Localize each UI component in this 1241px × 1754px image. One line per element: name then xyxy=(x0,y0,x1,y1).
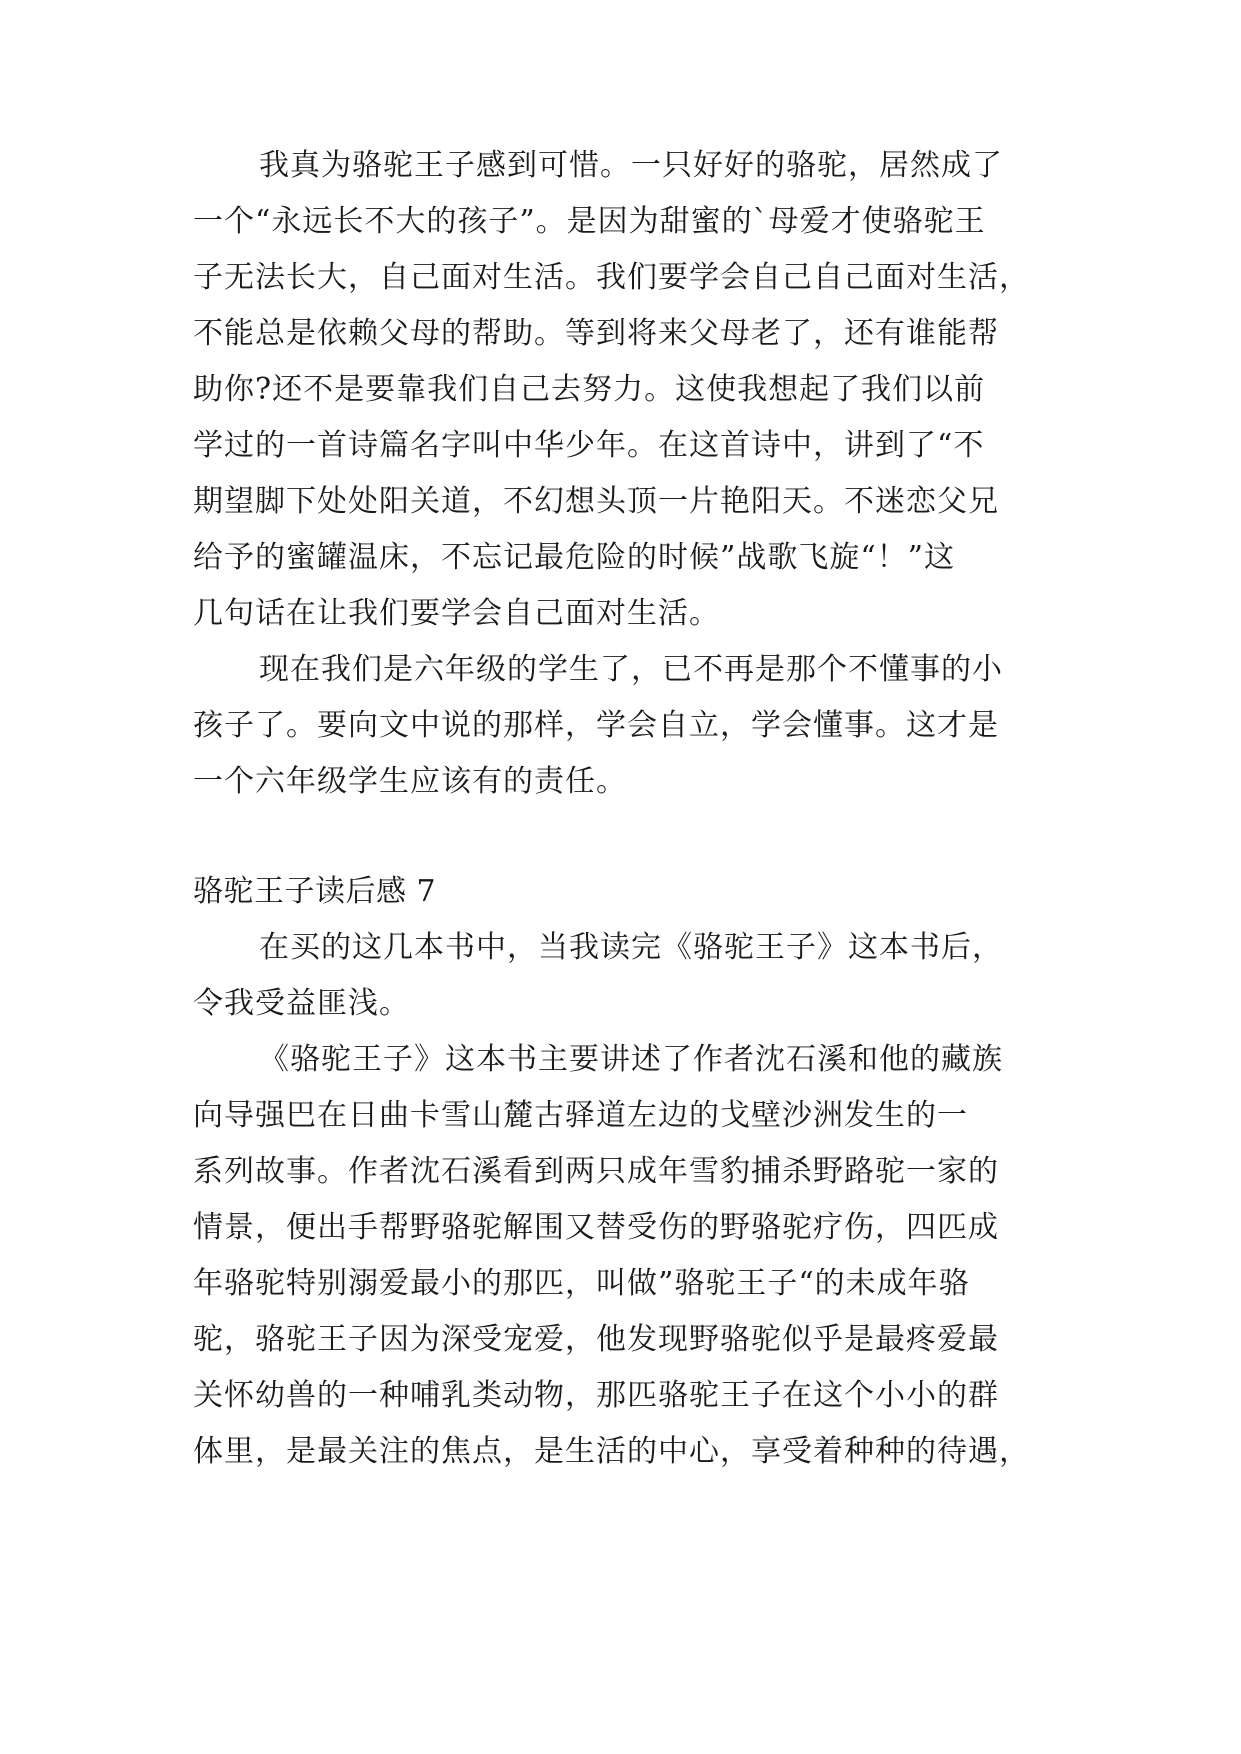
text-line: 驼，骆驼王子因为深受宠爱，他发现野骆驼似乎是最疼爱最 xyxy=(193,1322,999,1357)
text-line: 学过的一首诗篇名字叫中华少年。在这首诗中，讲到了“不 xyxy=(193,428,985,463)
text-line: 不能总是依赖父母的帮助。等到将来父母老了，还有谁能帮 xyxy=(193,316,999,351)
text-line: 在买的这几本书中，当我读完《骆驼王子》这本书后， xyxy=(259,930,1003,965)
text-line: 我真为骆驼王子感到可惜。一只好好的骆驼，居然成了 xyxy=(259,148,1003,183)
text-line: 助你?还不是要靠我们自己去努力。这使我想起了我们以前 xyxy=(193,372,986,407)
text-line: 子无法长大，自己面对生活。我们要学会自己自己面对生活， xyxy=(193,260,1030,295)
text-line: 《骆驼王子》这本书主要讲述了作者沈石溪和他的藏族 xyxy=(259,1042,1003,1077)
text-line: 体里，是最关注的焦点，是生活的中心，享受着种种的待遇， xyxy=(193,1434,1030,1469)
text-line: 一个“永远长不大的孩子”。是因为甜蜜的`母爱才使骆驼王 xyxy=(193,204,986,239)
text-line: 向导强巴在日曲卡雪山麓古驿道左边的戈壁沙洲发生的一 xyxy=(193,1098,968,1133)
text-line: 一个六年级学生应该有的责任。 xyxy=(193,764,627,799)
text-line: 系列故事。作者沈石溪看到两只成年雪豹捕杀野路驼一家的 xyxy=(193,1154,999,1189)
text-line: 现在我们是六年级的学生了，已不再是那个不懂事的小 xyxy=(259,652,1003,687)
text-line: 给予的蜜罐温床，不忘记最危险的时候”战歌飞旋“！”这 xyxy=(193,540,956,575)
text-line: 情景，便出手帮野骆驼解围又替受伤的野骆驼疗伤，四匹成 xyxy=(193,1210,999,1245)
text-line: 几句话在让我们要学会自己面对生活。 xyxy=(193,596,720,631)
text-line: 期望脚下处处阳关道，不幻想头顶一片艳阳天。不迷恋父兄 xyxy=(193,484,999,519)
section-heading: 骆驼王子读后感 7 xyxy=(193,874,437,909)
text-line: 关怀幼兽的一种哺乳类动物，那匹骆驼王子在这个小小的群 xyxy=(193,1378,999,1413)
text-line: 年骆驼特别溺爱最小的那匹，叫做”骆驼王子“的未成年骆 xyxy=(193,1266,970,1301)
text-line: 令我受益匪浅。 xyxy=(193,986,410,1021)
text-line: 孩子了。要向文中说的那样，学会自立，学会懂事。这才是 xyxy=(193,708,999,743)
